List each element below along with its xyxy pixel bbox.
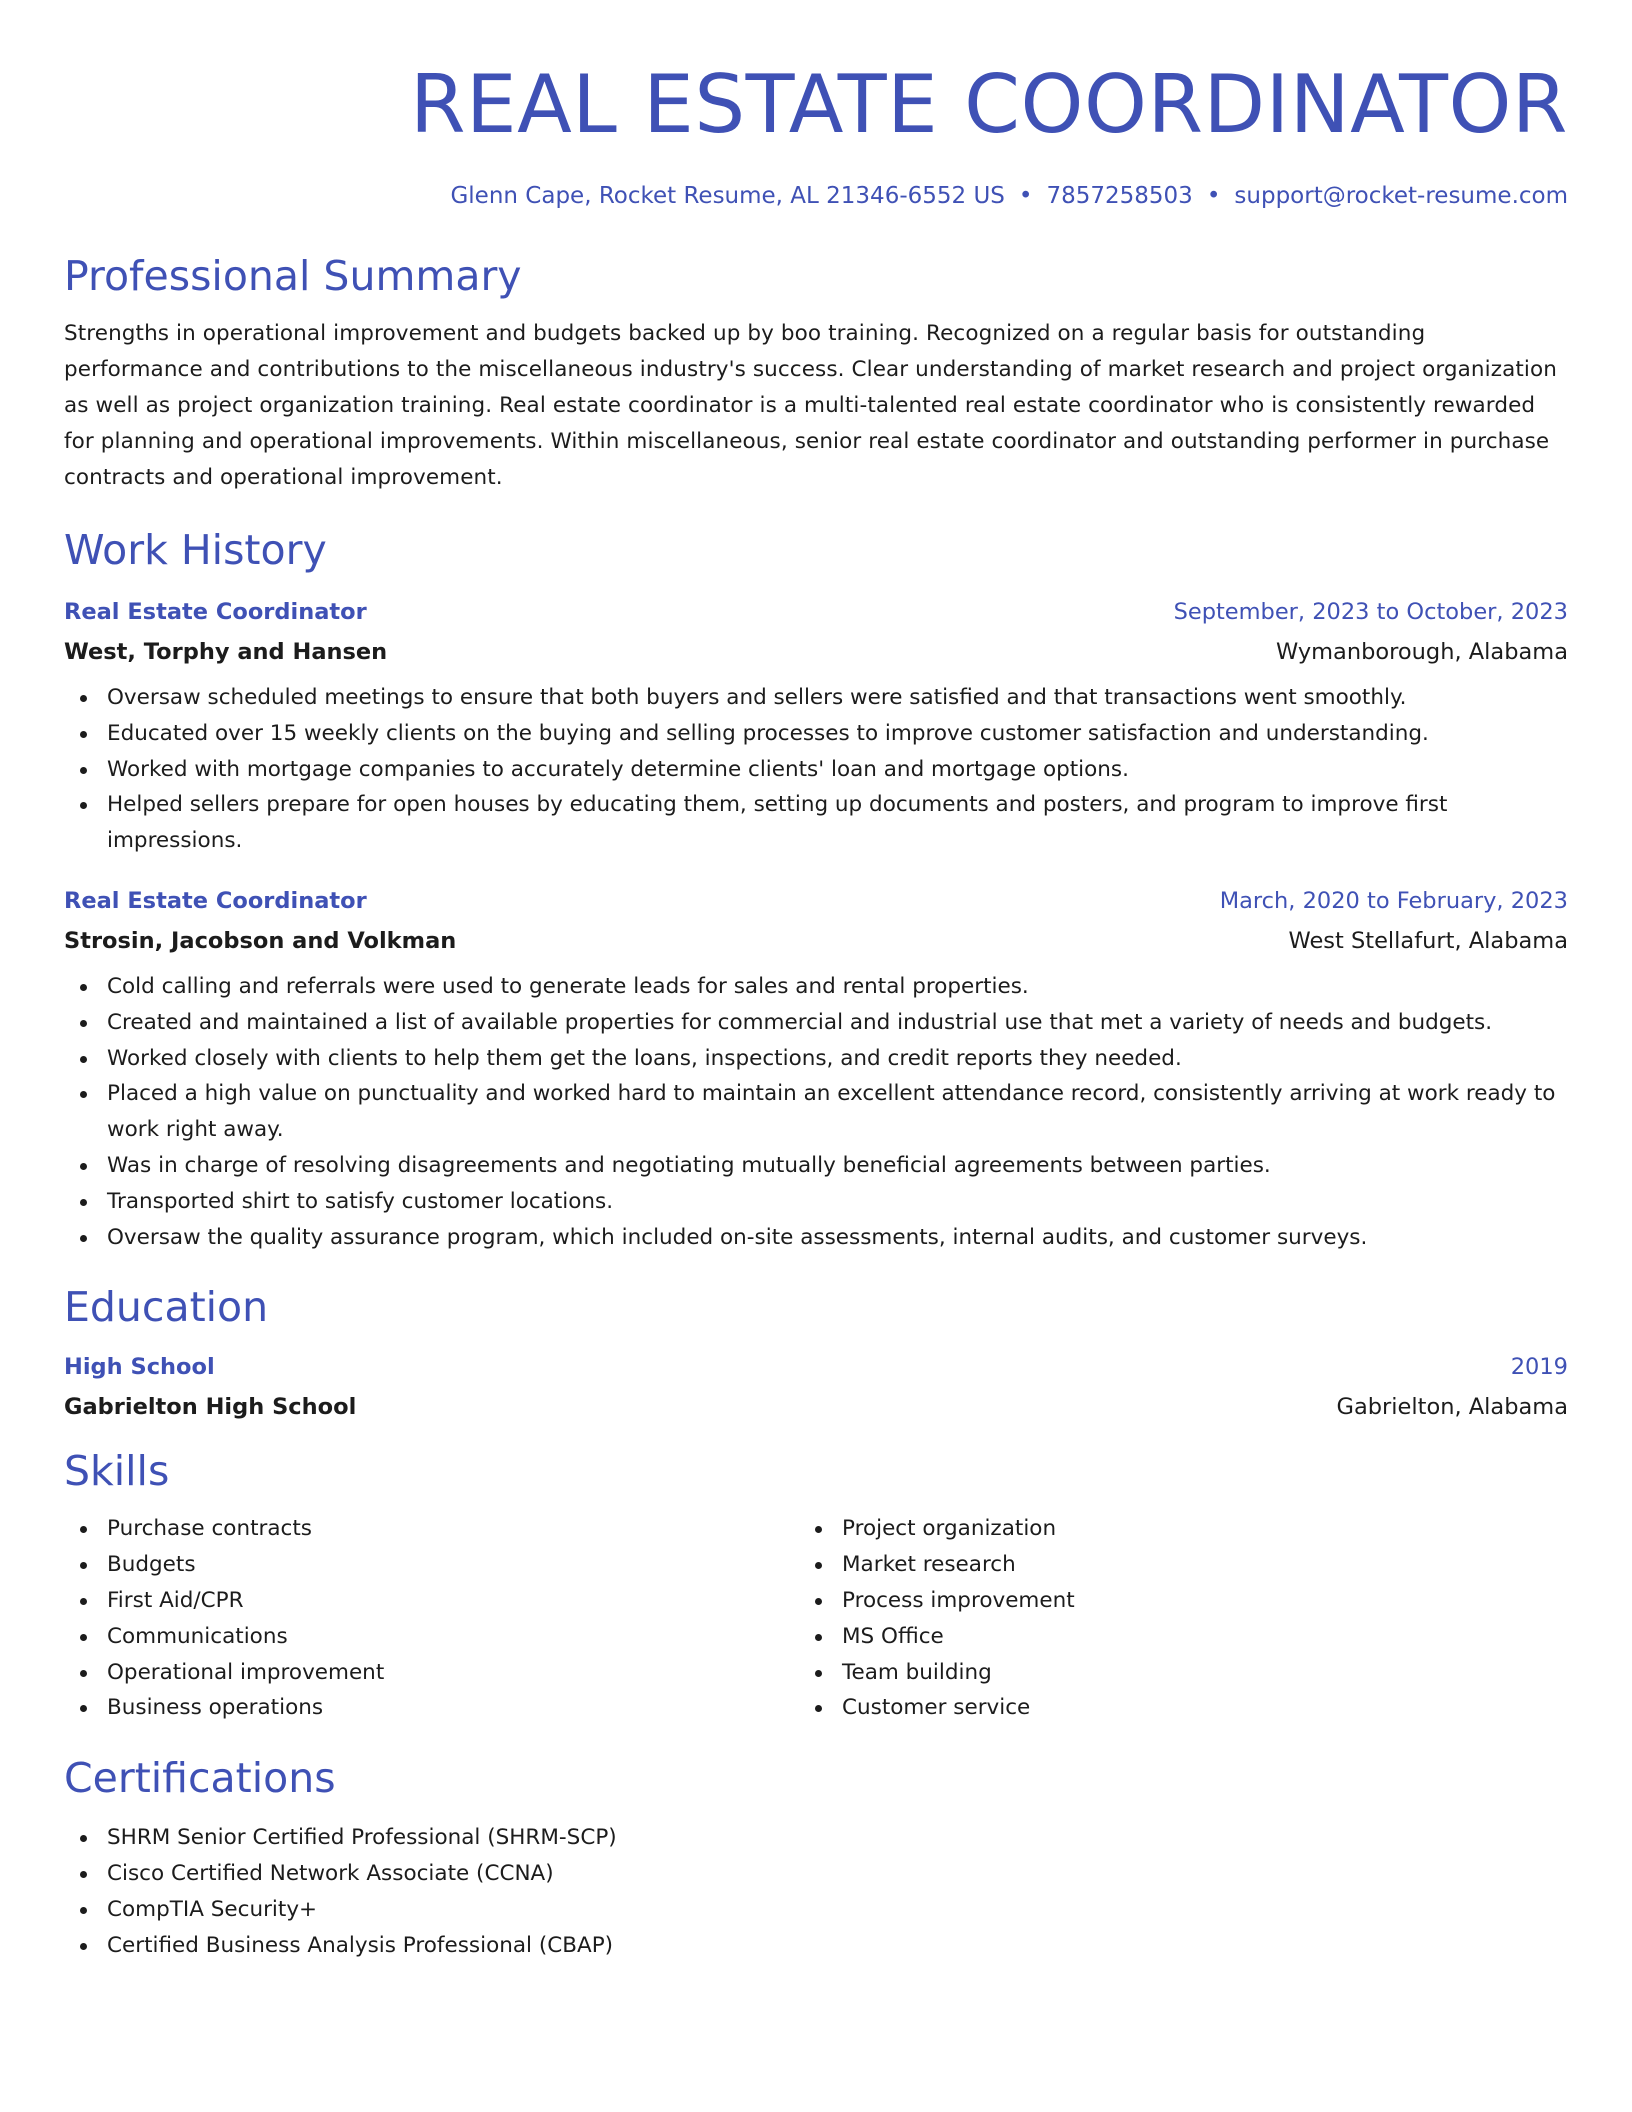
job-bullet-list <box>64 969 1568 1255</box>
job-dates: March, 2020 to February, 2023 <box>1219 887 1568 914</box>
skill-item: Process improvement <box>799 1583 1534 1619</box>
skill-item: MS Office <box>799 1619 1534 1655</box>
job-bullet: Cold calling and referrals were used to generate leads for sales and rental properties. <box>64 969 1568 1005</box>
certification-item: Cisco Certified Network Associate (CCNA) <box>64 1856 1568 1892</box>
skill-item: Communications <box>64 1619 799 1655</box>
contact-address: Glenn Cape, Rocket Resume, AL 21346-6552 US <box>450 183 1005 209</box>
education-school: Gabrielton High School <box>64 1394 357 1421</box>
job-title: Real Estate Coordinator <box>64 887 367 914</box>
contact-separator: • <box>1206 183 1221 209</box>
education-location: Gabrielton, Alabama <box>1336 1394 1568 1421</box>
resume-title: REAL ESTATE COORDINATOR <box>409 58 1568 151</box>
contact-separator: • <box>1018 183 1033 209</box>
summary-heading: Professional Summary <box>64 252 522 300</box>
job-bullet: Helped sellers prepare for open houses by educating them, setting up documents and posters, and program to improve first impressions. <box>64 787 1568 859</box>
certifications-list <box>64 1820 1568 1963</box>
skill-item: First Aid/CPR <box>64 1583 799 1619</box>
job-bullet-list <box>64 680 1568 859</box>
job-bullet: Educated over 15 weekly clients on the buying and selling processes to improve customer satisfaction and understanding. <box>64 716 1568 752</box>
skill-item: Business operations <box>64 1690 799 1726</box>
education-heading: Education <box>64 1283 269 1332</box>
job-location: Wymanborough, Alabama <box>1275 639 1568 665</box>
job-entry <box>64 881 1568 1255</box>
certification-item: CompTIA Security+ <box>64 1892 1568 1928</box>
skills-grid <box>64 1511 1568 1726</box>
job-bullet: Worked closely with clients to help them get the loans, inspections, and credit reports they needed. <box>64 1041 1568 1077</box>
skill-item: Market research <box>799 1547 1534 1583</box>
job-bullet: Oversaw the quality assurance program, which included on-site assessments, internal audits, and customer surveys. <box>64 1220 1568 1256</box>
skill-item: Team building <box>799 1655 1534 1691</box>
skill-item: Customer service <box>799 1690 1534 1726</box>
skills-heading: Skills <box>64 1447 170 1496</box>
education-degree: High School <box>64 1354 215 1381</box>
skill-item: Budgets <box>64 1547 799 1583</box>
certification-item: Certified Business Analysis Professional (CBAP) <box>64 1928 1568 1964</box>
job-bullet: Created and maintained a list of available properties for commercial and industrial use that met a variety of needs and budgets. <box>64 1005 1568 1041</box>
skills-list-left <box>64 1511 799 1726</box>
skills-list-right <box>799 1511 1534 1726</box>
education-year: 2019 <box>1510 1354 1568 1381</box>
contact-email[interactable]: support@rocket-resume.com <box>1234 183 1568 209</box>
job-bullet: Transported shirt to satisfy customer locations. <box>64 1184 1568 1220</box>
job-bullet: Worked with mortgage companies to accurately determine clients' loan and mortgage options. <box>64 752 1568 788</box>
job-entry <box>64 592 1568 859</box>
job-bullet: Was in charge of resolving disagreements and negotiating mutually beneficial agreements between parties. <box>64 1148 1568 1184</box>
job-location: West Stellafurt, Alabama <box>1288 927 1568 954</box>
certification-item: SHRM Senior Certified Professional (SHRM-SCP) <box>64 1820 1568 1856</box>
contact-phone: 7857258503 <box>1046 183 1193 209</box>
job-dates: September, 2023 to October, 2023 <box>1173 599 1568 625</box>
job-bullet: Placed a high value on punctuality and worked hard to maintain an excellent attendance record, consistently arriving at work ready to work right away. <box>64 1076 1568 1148</box>
work-history-heading: Work History <box>64 526 327 574</box>
skill-item: Operational improvement <box>64 1655 799 1691</box>
education-entry <box>64 1347 1568 1427</box>
skill-item: Purchase contracts <box>64 1511 799 1547</box>
job-title: Real Estate Coordinator <box>64 599 367 625</box>
job-company: West, Torphy and Hansen <box>64 639 388 665</box>
job-company: Strosin, Jacobson and Volkman <box>64 927 457 954</box>
contact-line <box>64 178 1568 214</box>
job-bullet: Oversaw scheduled meetings to ensure that both buyers and sellers were satisfied and that transactions went smoothly. <box>64 680 1568 716</box>
skill-item: Project organization <box>799 1511 1534 1547</box>
summary-text: Strengths in operational improvement and budgets backed up by boo training. Recognized on a regular basis for outstanding performance and contributions to the miscellaneous industry's success. Clear understanding of market research and project organization as well as project organization training. Real estate coordinator is a multi-talented real estate coordinator who is consistently rewarded for planning and operational improvements. Within miscellaneous, senior real estate coordinator and outstanding performer in purchase contracts and operational improvement. <box>64 321 1557 490</box>
certifications-heading: Certifications <box>64 1754 336 1803</box>
